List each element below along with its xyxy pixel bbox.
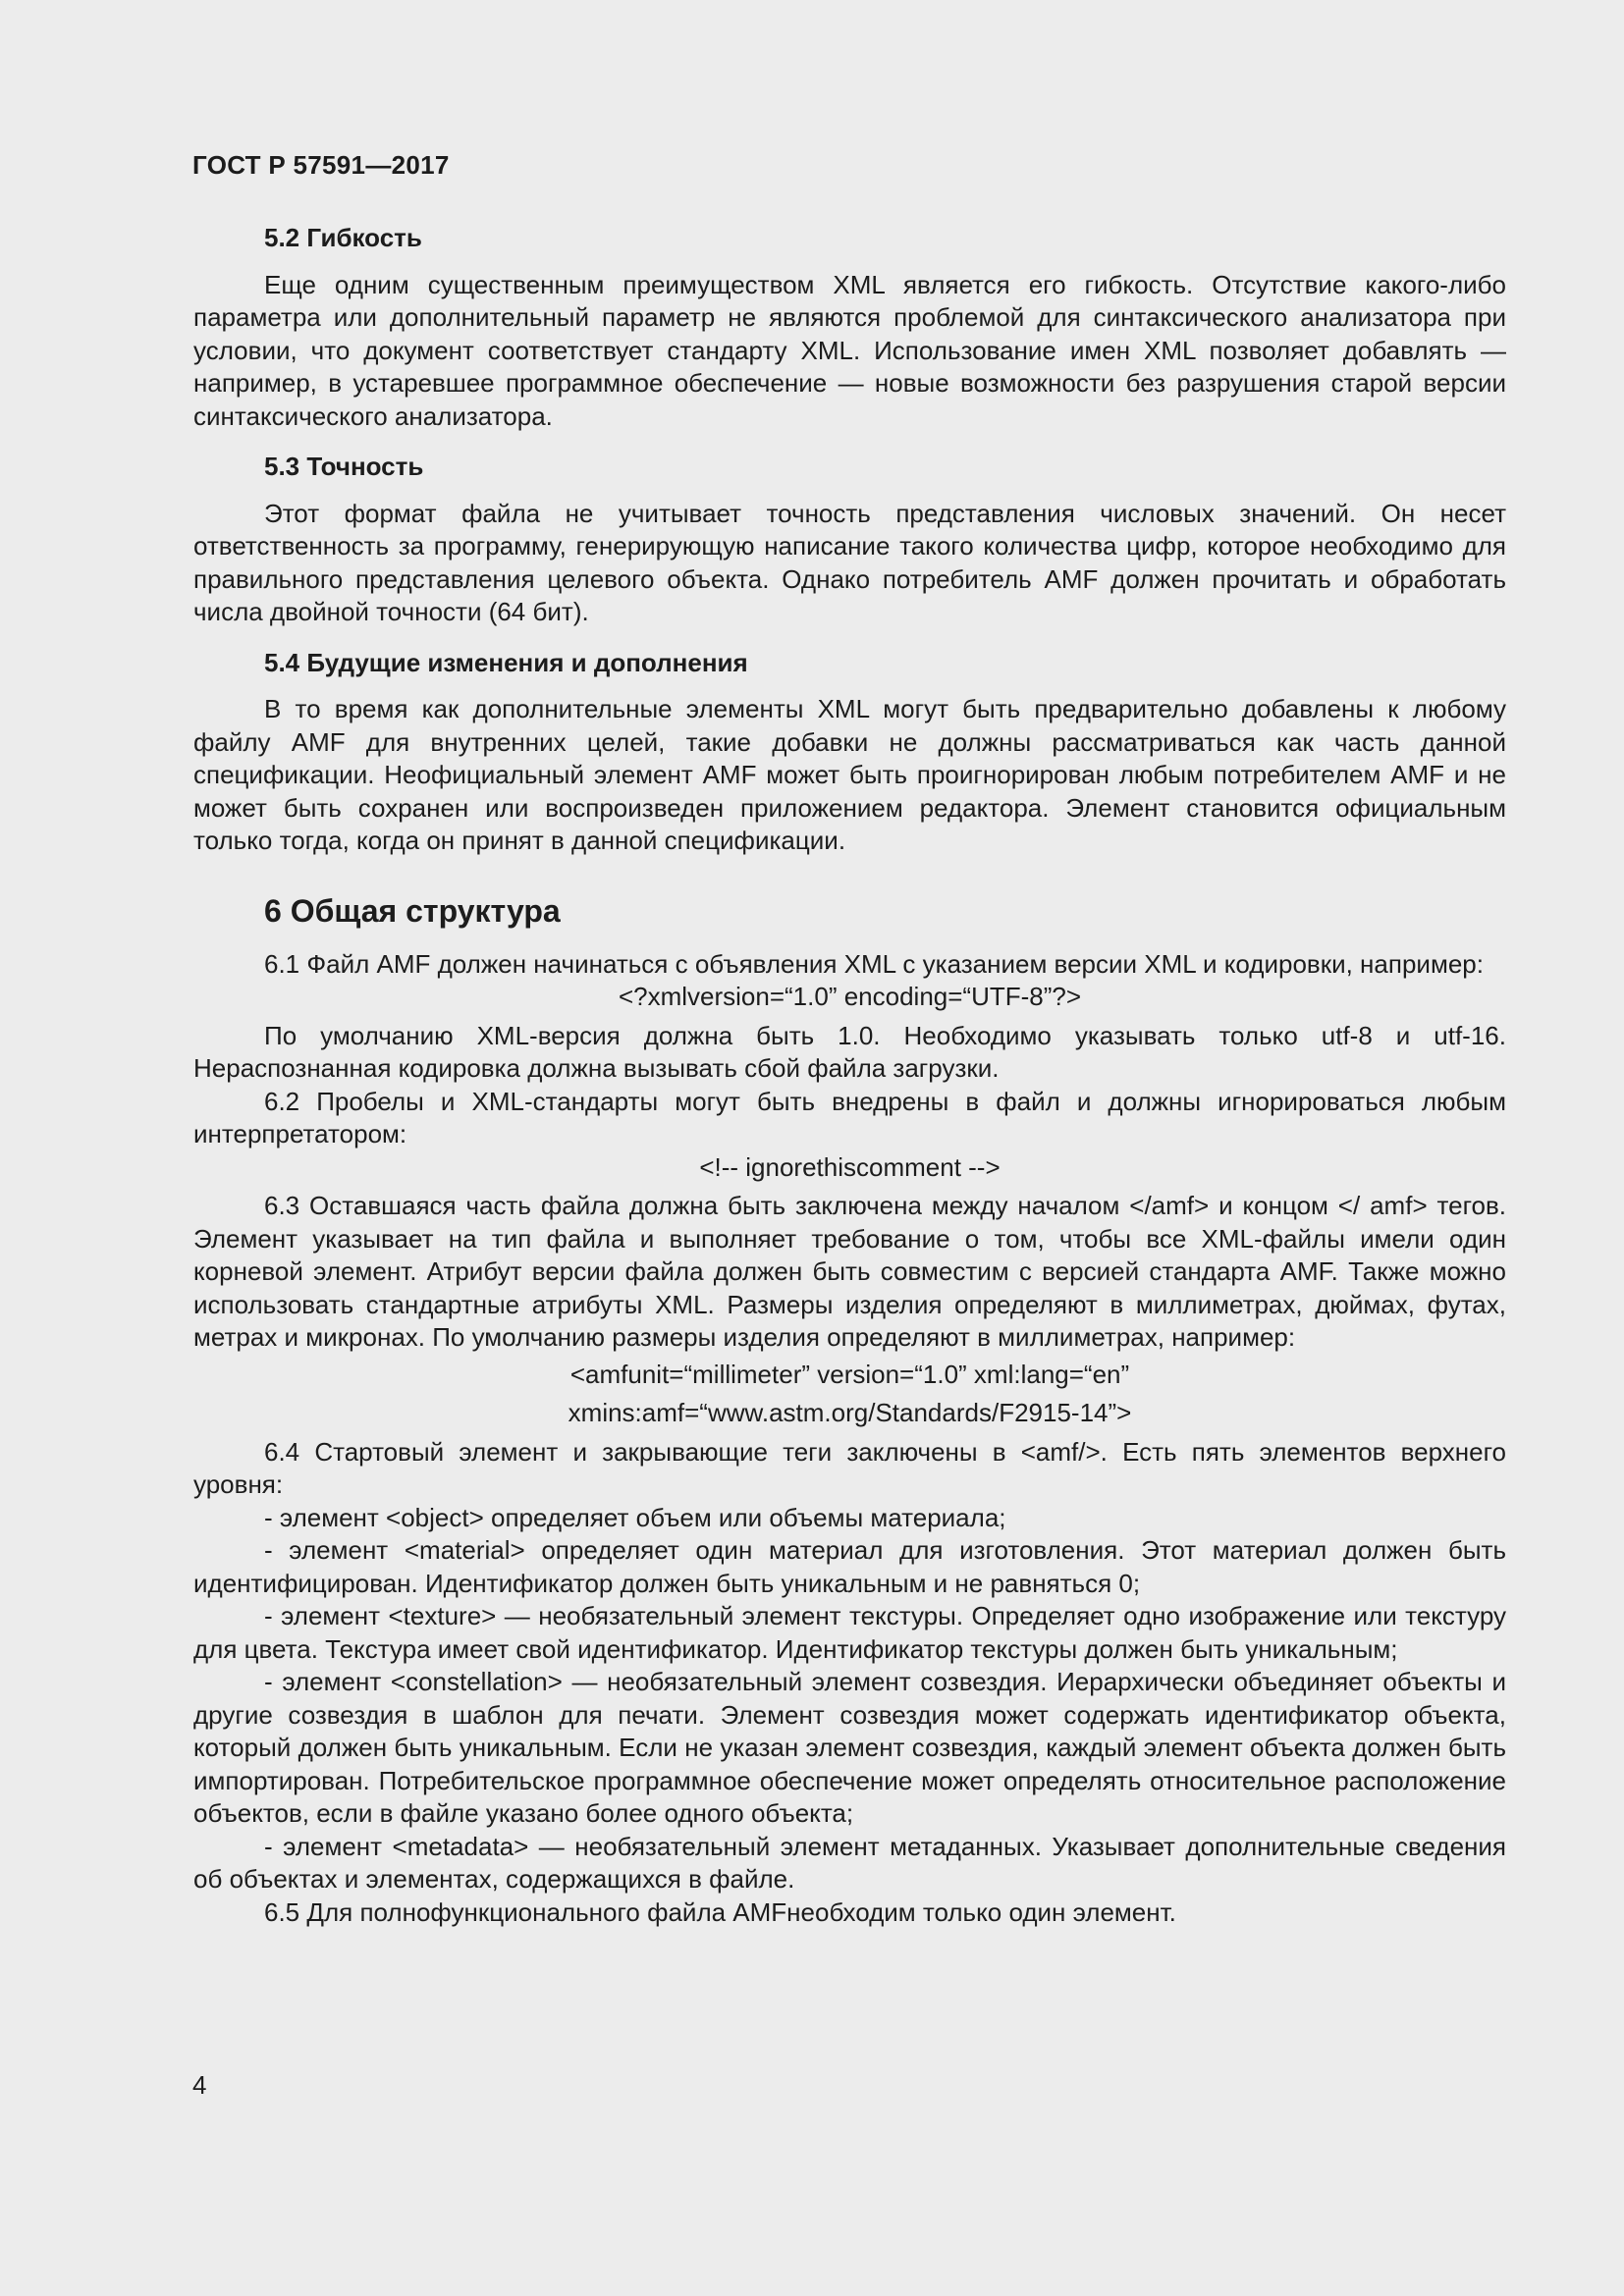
paragraph-6-5: 6.5 Для полнофункционального файла AMFнеобходим только один элемент. [264, 1896, 1176, 1927]
paragraph-5-2: Еще одним существенным преимуществом XML является его гибкость. Отсутствие какого-либо параметра или дополнительный параметр не являются проблемой для синтаксического анализатора при условии, что документ соответствует стандарту XML. Использование имен XML позволяет добавлять — например, в устаревшее программное обеспечение — новые возможности без разрушения старой версии синтаксического анализатора. [193, 269, 1506, 431]
code-amf-unit-line2: xmins:amf=“www.astm.org/Standards/F2915-14”> [568, 1398, 1132, 1427]
list-item-constellation: - элемент <constellation> — необязательный элемент созвездия. Иерархически объединяет объекты и другие созвездия в шаблон для печати. Элемент созвездия может содержать идентификатор объекта, который должен быть уникальным. Если не указан элемент созвездия, каждый элемент объекта должен быть импортирован. Потребительское программное обеспечение может определять относительное расположение объектов, если в файле указано более одного объекта; [193, 1667, 1506, 1828]
code-comment: <!-- ignorethiscomment --> [699, 1151, 1001, 1182]
document-header: ГОСТ Р 57591—2017 [192, 150, 450, 180]
paragraph-6-3: 6.3 Оставшаяся часть файла должна быть заключена между началом </amf> и концом </ amf> тегов. Элемент указывает на тип файла и выполняет требование о том, чтобы все XML-файлы имели один корневой элемент. Атрибут версии файла должен быть совместим с версией стандарта AMF. Также можно использовать стандартные атрибуты XML. Размеры изделия определяют в миллиметрах, дюймах, футах, метрах и микронах. По умолчанию размеры изделия определяют в миллиметрах, например: [193, 1191, 1506, 1352]
heading-6: 6 Общая структура [264, 892, 561, 929]
paragraph-6-4: 6.4 Стартовый элемент и закрывающие теги заключены в <amf/>. Есть пять элементов верхнего уровня: [193, 1436, 1506, 1499]
code-amf-unit-line1: <amfunit=“millimeter” version=“1.0” xml:lang=“en” [569, 1359, 1130, 1389]
paragraph-5-4: В то время как дополнительные элементы XML могут быть предварительно добавлены к любому файлу AMF для внутренних целей, такие добавки не должны рассматриваться как часть данной спецификации. Неофициальный элемент AMF может быть проигнорирован любым потребителем AMF и не может быть сохранен или воспроизведен приложением редактора. Элемент становится официальным только тогда, когда он принят в данной спецификации. [193, 694, 1506, 855]
list-item-texture: - элемент <texture> — необязательный элемент текстуры. Определяет одно изображение или текстуру для цвета. Текстура имеет свой идентификатор. Идентификатор текстуры должен быть уникальным; [193, 1601, 1506, 1664]
list-item-object: - элемент <object> определяет объем или объемы материала; [264, 1502, 1006, 1532]
paragraph-5-3: Этот формат файла не учитывает точность представления числовых значений. Он несет ответственность за программу, генерирующую написание такого количества цифр, которое необходимо для правильного представления целевого объекта. Однако потребитель AMF должен прочитать и обработать числа двойной точности (64 бит). [193, 498, 1506, 626]
page-number: 4 [192, 2070, 207, 2100]
heading-5-4: 5.4 Будущие изменения и дополнения [264, 647, 748, 677]
code-xml-declaration: <?xmlversion=“1.0” encoding=“UTF-8”?> [618, 982, 1082, 1011]
heading-5-2: 5.2 Гибкость [264, 223, 422, 252]
document-body [193, 222, 1506, 1929]
paragraph-default-version: По умолчанию XML-версия должна быть 1.0. Необходимо указывать только utf-8 и utf-16. Нераспознанная кодировка должна вызывать сбой файла загрузки. [193, 1020, 1506, 1083]
paragraph-6-2: 6.2 Пробелы и XML-стандарты могут быть внедрены в файл и должны игнорироваться любым интерпретатором: [193, 1086, 1506, 1148]
list-item-metadata: - элемент <metadata> — необязательный элемент метаданных. Указывает дополнительные сведения об объектах и элементах, содержащихся в файле. [193, 1831, 1506, 1894]
list-item-material: - элемент <material> определяет один материал для изготовления. Этот материал должен быть идентифицирован. Идентификатор должен быть уникальным и не равняться 0; [193, 1535, 1506, 1598]
heading-5-3: 5.3 Точность [264, 452, 424, 481]
paragraph-6-1: 6.1 Файл AMF должен начинаться с объявления XML с указанием версии XML и кодировки, например: [264, 948, 1484, 979]
